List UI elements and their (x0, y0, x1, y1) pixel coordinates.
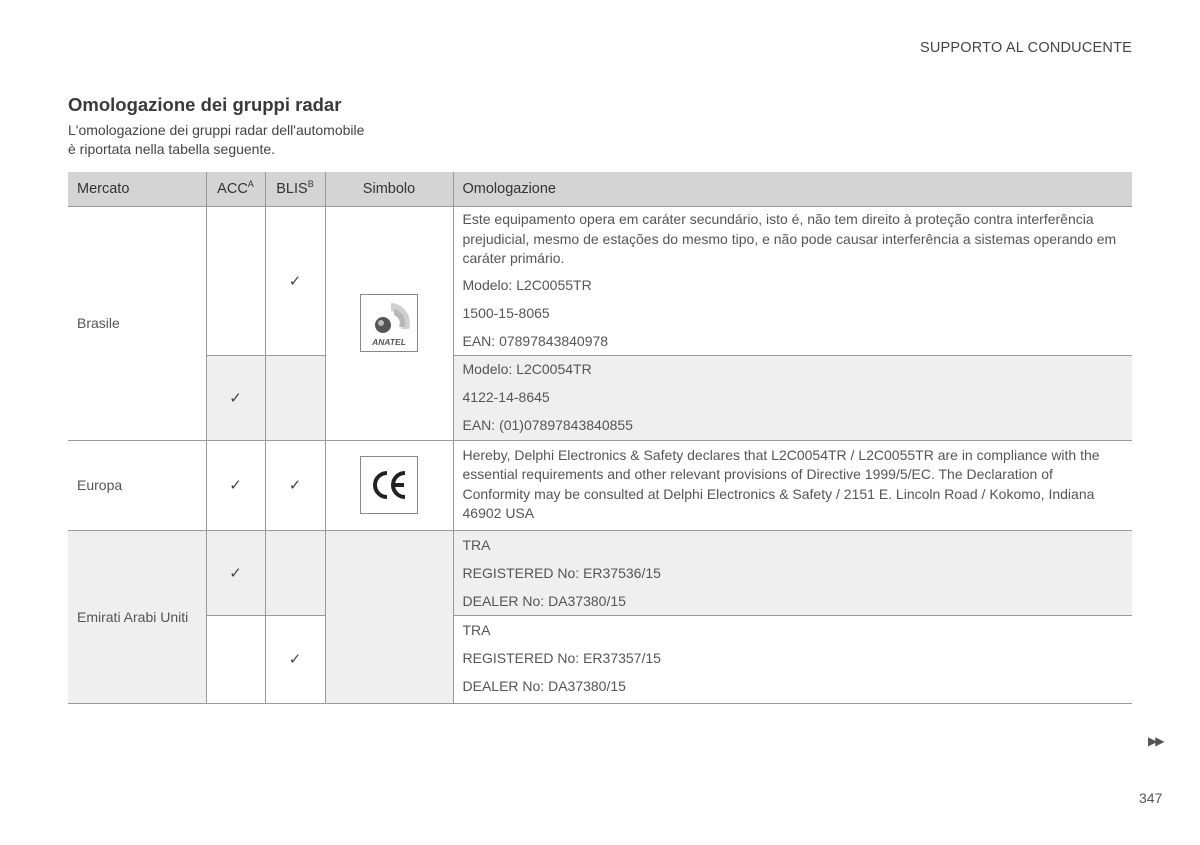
brazil-code-1: 1500-15-8065 (462, 304, 550, 321)
brazil-ean-1: EAN: 07897843840978 (462, 332, 609, 349)
header-market: Mercato (68, 172, 206, 207)
blis-cell-uae-1 (265, 530, 325, 616)
approval-cell-brazil-1 (453, 207, 1132, 356)
check-icon: ✓ (288, 273, 302, 290)
svg-text:ANATEL: ANATEL (372, 337, 406, 348)
page-title: Omologazione dei gruppi radar (68, 94, 342, 115)
blis-cell-brazil-1 (265, 207, 325, 356)
header-acc: $ACC^A$ (206, 172, 265, 207)
acc-cell-uae-1 (206, 530, 265, 616)
table-row-uae-1 (68, 530, 1132, 616)
intro-line-1: L'omologazione dei gruppi radar dell'automobile (68, 122, 365, 138)
market-cell-brazil: Brasile (68, 207, 206, 441)
blis-cell-uae-2 (265, 616, 325, 704)
double-chevron-right-icon: ▶▶ (1148, 734, 1163, 748)
approval-cell-europe (453, 440, 1132, 530)
blis-cell-europe (265, 440, 325, 530)
intro-text (68, 121, 408, 159)
header-approval: Omologazione (453, 172, 1132, 207)
symbol-cell-brazil (325, 207, 453, 441)
symbol-cell-europe (325, 440, 453, 530)
anatel-logo (360, 294, 418, 352)
uae-registered-2: REGISTERED No: ER37357/15 (462, 650, 661, 666)
brazil-statement: Este equipamento opera em caráter secundário, isto é, não tem direito à proteção contra interferência prejudicial, mesmo de estações do mesmo tipo, e não pode causar interferência a sistemas operando em caráter primário. (462, 211, 1117, 266)
brazil-model-1: Modelo: L2C0055TR (462, 276, 592, 293)
table-header-row (68, 172, 1132, 207)
page-number: 347 (1139, 790, 1163, 806)
check-icon: ✓ (229, 477, 242, 494)
market-cell-uae: Emirati Arabi Uniti (68, 530, 206, 703)
uae-tra-1: TRA (462, 536, 491, 553)
uae-tra-2: TRA (462, 622, 491, 638)
acc-cell-brazil-1 (206, 207, 265, 356)
approval-cell-uae-1 (453, 530, 1132, 616)
approval-cell-brazil-2 (453, 356, 1132, 441)
brazil-model-2: Modelo: L2C0054TR (462, 361, 592, 377)
header-blis: $BLIS^B$ (265, 172, 325, 207)
acc-cell-europe (206, 440, 265, 530)
blis-cell-brazil-2 (265, 356, 325, 441)
brazil-ean-2: EAN: (01)07897843840855 (462, 417, 633, 433)
market-cell-europe: Europa (68, 440, 206, 530)
acc-cell-brazil-2 (206, 356, 265, 441)
uae-dealer-1: DEALER No: DA37380/15 (462, 592, 626, 609)
check-icon: ✓ (288, 651, 302, 669)
acc-cell-uae-2 (206, 616, 265, 704)
table-row-brazil-2 (68, 356, 1132, 441)
table-row-brazil-1 (68, 207, 1132, 356)
uae-dealer-2: DEALER No: DA37380/15 (462, 678, 626, 694)
radar-approval-table (68, 172, 1132, 704)
table-row-uae-2 (68, 616, 1132, 704)
header-symbol: Simbolo (325, 172, 453, 207)
check-icon: ✓ (229, 564, 242, 582)
table-row-europe (68, 440, 1132, 530)
approval-cell-uae-2 (453, 616, 1132, 704)
check-icon: ✓ (288, 477, 302, 494)
check-icon: ✓ (229, 389, 242, 407)
brazil-code-2: 4122-14-8645 (462, 389, 550, 405)
symbol-cell-uae (325, 530, 453, 703)
intro-line-2: è riportata nella tabella seguente. (68, 141, 276, 157)
section-header: SUPPORTO AL CONDUCENTE (919, 40, 1132, 56)
uae-registered-1: REGISTERED No: ER37536/15 (462, 564, 661, 581)
europe-declaration: Hereby, Delphi Electronics & Safety declares that L2C0054TR / L2C0055TR are in compliance with the essential requirements and other relevant provisions of Directive 1999/5/EC. The Declaration of Conformity may be consulted at Delphi Electronics & Safety / 2151 E. Lincoln Road / Kokomo, Indiana 46902 USA (462, 446, 1100, 521)
ce-mark-icon (360, 456, 418, 514)
